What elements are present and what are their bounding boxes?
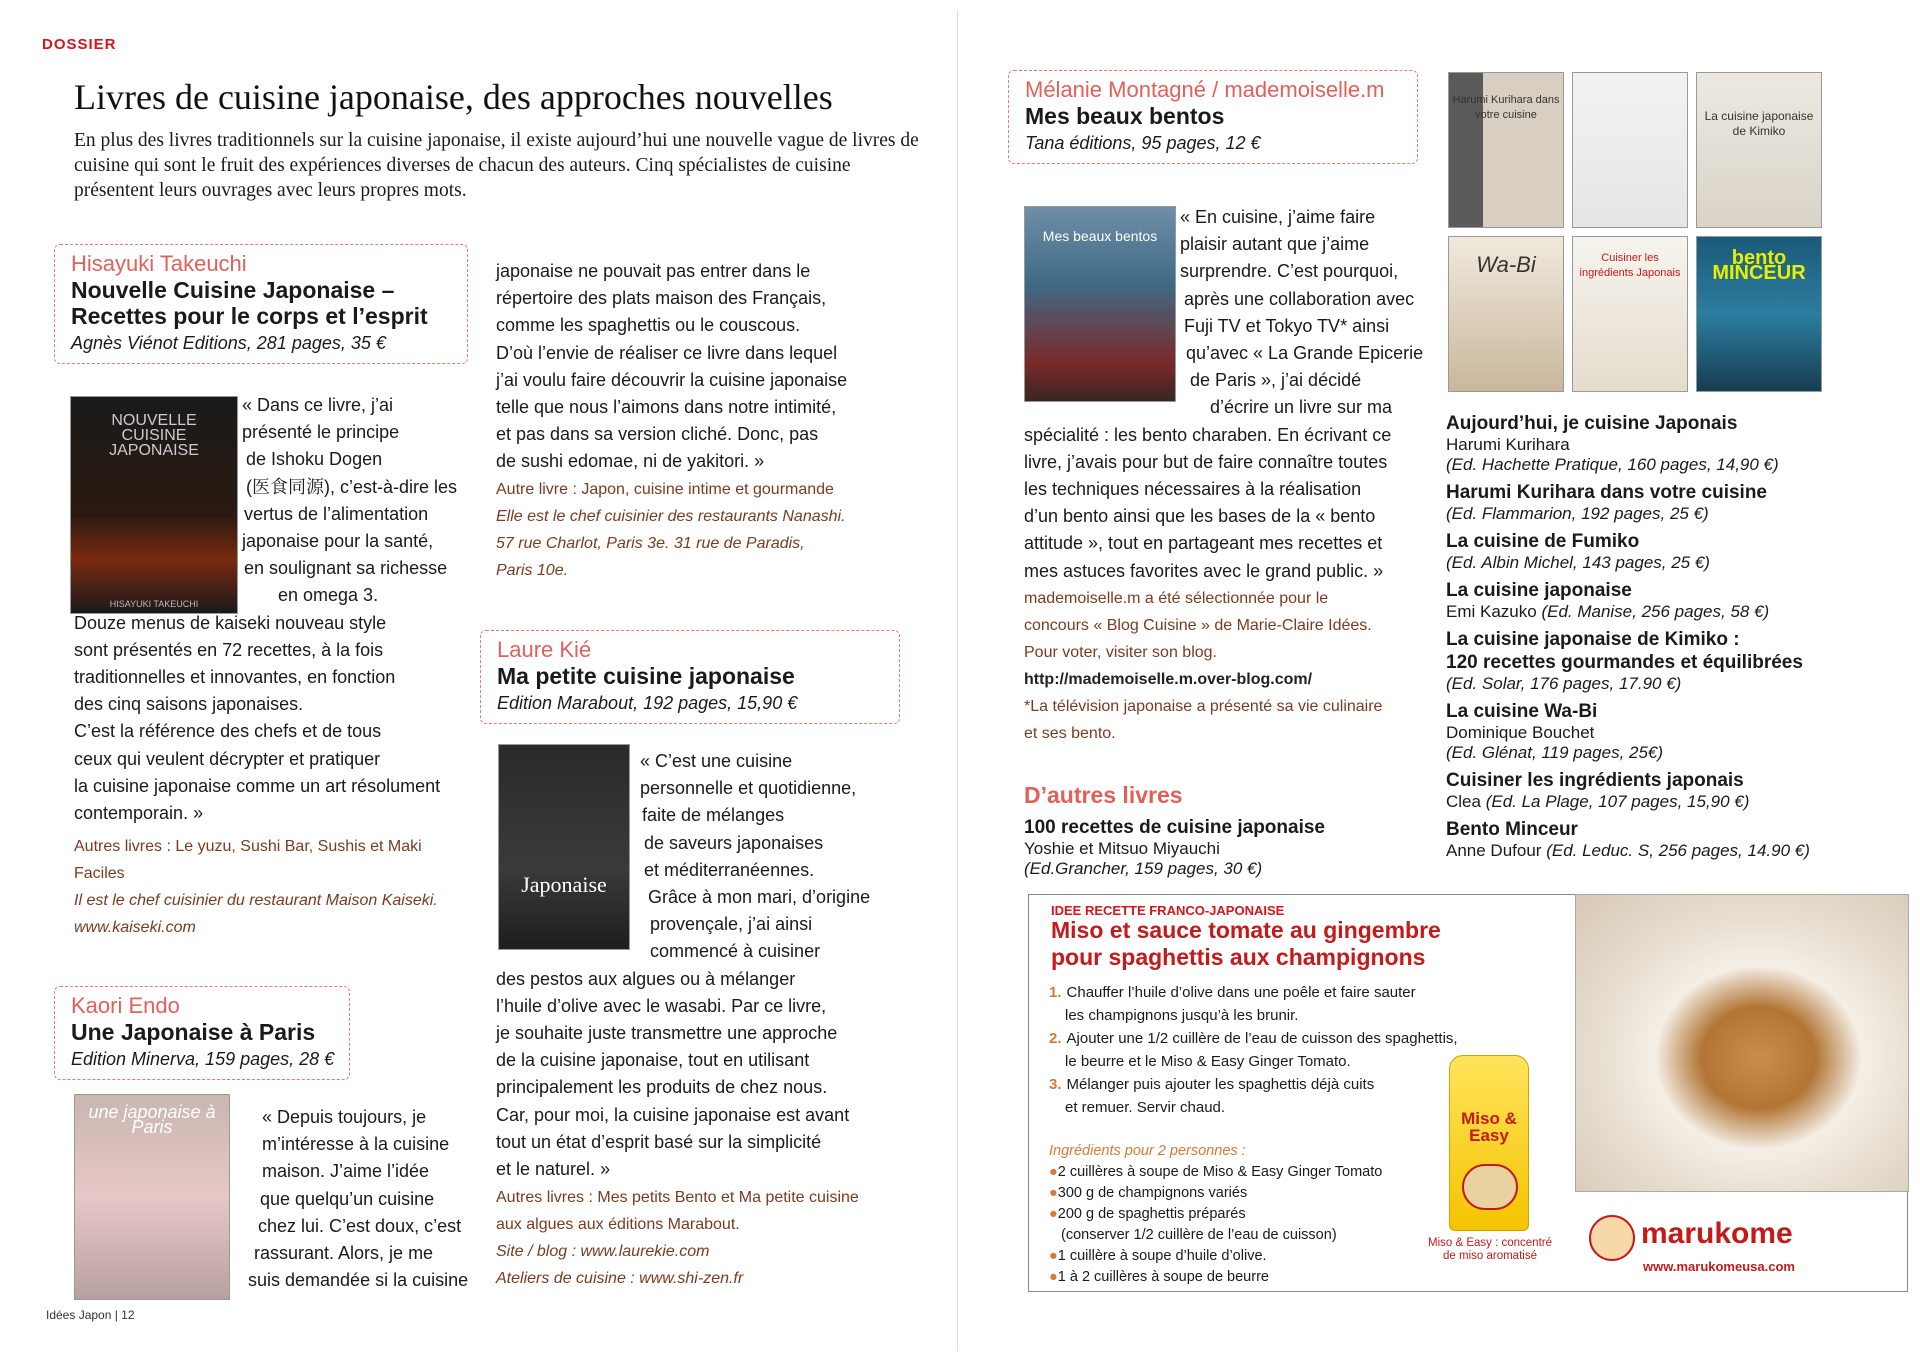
note-line: Autre livre : Japon, cuisine intime et gourmande (496, 481, 834, 498)
text-line: personnelle et quotidienne, (640, 778, 857, 799)
note-line: Faciles (74, 865, 125, 882)
cover-title: Japonaise (521, 872, 607, 897)
cover-title: Cuisiner les ingrédients Japonais (1579, 252, 1681, 279)
book-name: Aujourd’hui, je cuisine Japonais (1446, 413, 1738, 434)
text-line: « C’est une cuisine (640, 751, 793, 771)
text-line: l’huile d’olive avec le wasabi. Par ce livre, (496, 995, 827, 1016)
note-line: *La télévision japonaise a présenté sa vie culinaire (1024, 698, 1383, 715)
book-author: Clea (1446, 792, 1481, 811)
book-edition: (Ed.Grancher, 159 pages, 30 €) (1024, 859, 1263, 878)
page-footer: Idées Japon | 12 (46, 1308, 135, 1322)
book-cover-bento-minceur (1696, 236, 1822, 392)
text-line: Fuji TV et Tokyo TV* ainsi (1184, 315, 1390, 336)
brand-logo: marukome (1641, 1217, 1793, 1250)
note-link[interactable]: www.kaiseki.com (74, 919, 196, 936)
note-line: Il est le chef cuisinier du restaurant Maison Kaiseki. (74, 892, 438, 909)
note-line: Autres livres : Le yuzu, Sushi Bar, Sushis et Maki (74, 838, 422, 855)
text-line: après une collaboration avec (1184, 288, 1415, 309)
text-line: spécialité : les bento charaben. En écrivant ce (1024, 424, 1392, 445)
step-text: et remuer. Servir chaud. (1065, 1099, 1226, 1116)
book-author: Harumi Kurihara (1446, 435, 1570, 454)
book-name: La cuisine Wa-Bi (1446, 701, 1598, 722)
text-line: japonaise ne pouvait pas entrer dans le (496, 261, 811, 281)
text-line: tout un état d’esprit basé sur la simplicité (496, 1131, 822, 1152)
text-line: contemporain. » (74, 803, 204, 824)
note-line: mademoiselle.m a été sélectionnée pour le (1024, 590, 1329, 607)
text-line: Grâce à mon mari, d’origine (648, 887, 871, 908)
product-name: Miso & Easy (1461, 1109, 1517, 1145)
ingredient-text: 2 cuillères à soupe de Miso & Easy Ginger Tomato (1057, 1164, 1383, 1180)
ingredient-text: 1 cuillère à soupe d’huile d’olive. (1057, 1248, 1267, 1264)
text-line: répertoire des plats maison des Français, (496, 288, 827, 309)
text-line: maison. J’aime l’idée (262, 1161, 430, 1182)
text-line: qu’avec « La Grande Epicerie (1186, 343, 1424, 364)
text-line: Douze menus de kaiseki nouveau style (74, 612, 387, 633)
recipe-title-line: Miso et sauce tomate au gingembre (1051, 917, 1441, 943)
text-line: que quelqu’un cuisine (260, 1188, 435, 1209)
caption-line: Miso & Easy : concentré (1428, 1237, 1552, 1249)
recipe-title (1051, 917, 1441, 971)
step-text: Ajouter une 1/2 cuillère de l’eau de cuisson des spaghettis, (1066, 1030, 1458, 1047)
book-title: Une Japonaise à Paris (71, 1019, 316, 1045)
cover-title: Mes beaux bentos (1042, 228, 1158, 244)
text-line: faite de mélanges (642, 805, 785, 826)
text-line: d’écrire un livre sur ma (1210, 397, 1393, 418)
section-label: DOSSIER (42, 36, 117, 53)
ingredients-heading: Ingrédients pour 2 personnes : (1049, 1143, 1246, 1159)
montagne-text (1024, 204, 1444, 585)
step-text: les champignons jusqu’à les brunir. (1065, 1007, 1299, 1024)
recipe-label: IDEE RECETTE FRANCO-JAPONAISE (1051, 903, 1285, 918)
col2-notes (496, 476, 926, 584)
step-number: 1. (1049, 984, 1062, 1001)
note-line: aux algues aux éditions Marabout. (496, 1216, 740, 1233)
text-line: ceux qui veulent décrypter et pratiquer (74, 748, 381, 769)
text-line: je souhaite juste transmettre une approche (496, 1023, 838, 1044)
takeuchi-text (8, 392, 488, 827)
text-line: m’intéresse à la cuisine (262, 1134, 450, 1155)
text-line: C’est la référence des chefs et de tous (74, 721, 382, 742)
brand-url[interactable]: www.marukomeusa.com (1643, 1259, 1795, 1274)
text-line: et pas dans sa version cliché. Donc, pas (496, 424, 819, 445)
ingredient: ●1 cuillère à soupe d’huile d’olive. (1049, 1248, 1267, 1264)
ingredient: ●1 à 2 cuillères à soupe de beurre (1049, 1269, 1269, 1285)
recipe-step (1049, 1027, 1489, 1073)
step-text: Mélanger puis ajouter les spaghettis déjà cuits (1066, 1076, 1375, 1093)
ingredient: ●2 cuillères à soupe de Miso & Easy Ginger Tomato (1049, 1164, 1383, 1180)
text-line: des cinq saisons japonaises. (74, 694, 304, 715)
book-name: La cuisine japonaise (1446, 580, 1632, 601)
ingredient-text: 300 g de champignons variés (1057, 1185, 1248, 1201)
book-title: Recettes pour le corps et l’esprit (71, 303, 428, 329)
text-line: japonaise pour la santé, (242, 531, 434, 552)
note-line: 57 rue Charlot, Paris 3e. 31 rue de Paradis, (496, 535, 805, 552)
product-caption (1425, 1237, 1555, 1263)
step-number: 3. (1049, 1076, 1062, 1093)
book-edition: (Ed. La Plage, 107 pages, 15,90 €) (1485, 792, 1750, 811)
book-header-kie (480, 630, 900, 724)
text-line: rassurant. Alors, je me (254, 1243, 434, 1264)
product-label-art (1462, 1164, 1518, 1210)
author-name: Mélanie Montagné / mademoiselle.m (1025, 77, 1385, 102)
list-item (1446, 412, 1886, 475)
book-edition: (Ed. Albin Michel, 143 pages, 25 €) (1446, 553, 1710, 572)
book-author: Dominique Bouchet (1446, 723, 1595, 742)
text-line: vertus de l’alimentation (244, 503, 429, 524)
step-text: le beurre et le Miso & Easy Ginger Tomato. (1065, 1053, 1351, 1070)
cover-title: Harumi Kurihara dans votre cuisine (1452, 94, 1560, 121)
text-line: en soulignant sa richesse (244, 558, 448, 579)
text-line: principalement les produits de chez nous. (496, 1077, 828, 1098)
book-edition: (Ed. Glénat, 119 pages, 25€) (1446, 743, 1664, 762)
recipe-step (1049, 1073, 1489, 1119)
book-cover-ingredients (1572, 236, 1688, 392)
note-line: Pour voter, visiter son blog. (1024, 644, 1217, 661)
recipe-steps (1049, 981, 1489, 1119)
text-line: sont présentés en 72 recettes, à la fois (74, 639, 384, 660)
book-title: Ma petite cuisine japonaise (497, 663, 795, 689)
book-publisher: Tana éditions, 95 pages, 12 € (1025, 133, 1261, 153)
list-item (1446, 530, 1886, 573)
text-line: les techniques nécessaires à la réalisation (1024, 479, 1362, 500)
text-line: « Depuis toujours, je (262, 1107, 427, 1127)
text-line: Car, pour moi, la cuisine japonaise est avant (496, 1104, 850, 1125)
book-cover-kurihara (1448, 72, 1564, 228)
book-edition: (Ed. Manise, 256 pages, 58 €) (1541, 602, 1770, 621)
book-title: Nouvelle Cuisine Japonaise – (71, 277, 395, 303)
endo-text (248, 1104, 488, 1294)
author-name: Hisayuki Takeuchi (71, 251, 247, 276)
note-line: Elle est le chef cuisinier des restaurants Nanashi. (496, 508, 846, 525)
note-link[interactable]: Site / blog : www.laurekie.com (496, 1243, 710, 1260)
col2-text (496, 258, 926, 476)
blog-link[interactable]: http://mademoiselle.m.over-blog.com/ (1024, 671, 1313, 688)
cover-title: Wa-Bi (1476, 252, 1536, 277)
kie-text (496, 748, 936, 1183)
book-author: Emi Kazuko (1446, 602, 1537, 621)
cover-author: HISAYUKI TAKEUCHI (109, 599, 199, 609)
text-line: de Ishoku Dogen (246, 449, 383, 470)
montagne-notes (1024, 585, 1444, 747)
text-line: commencé à cuisiner (650, 941, 821, 962)
step-number: 2. (1049, 1030, 1062, 1047)
text-line: surprendre. C’est pourquoi, (1180, 261, 1399, 282)
list-item (1446, 628, 1886, 694)
ingredient: ●300 g de champignons variés (1049, 1185, 1248, 1201)
book-name: 120 recettes gourmandes et équilibrées (1446, 652, 1803, 673)
text-line: suis demandée si la cuisine (248, 1270, 469, 1291)
cover-title: NOUVELLE CUISINE JAPONAISE (109, 412, 199, 459)
note-line: Autres livres : Mes petits Bento et Ma petite cuisine (496, 1189, 859, 1206)
text-line: présenté le principe (242, 422, 400, 443)
recipe-step (1049, 981, 1489, 1027)
book-author: Anne Dufour (1446, 841, 1542, 860)
book-name: Harumi Kurihara dans votre cuisine (1446, 482, 1767, 503)
text-line: « Dans ce livre, j’ai (242, 395, 394, 415)
text-line: d’un bento ainsi que les bases de la « bento (1024, 506, 1376, 527)
list-item (1446, 579, 1886, 622)
book-header-endo (54, 986, 350, 1080)
text-line: et le naturel. » (496, 1159, 611, 1180)
text-line: chez lui. C’est doux, c’est (258, 1215, 462, 1236)
text-line: et méditerranéennes. (644, 859, 815, 880)
book-edition: (Ed. Flammarion, 192 pages, 25 €) (1446, 504, 1709, 523)
list-item (1446, 818, 1886, 861)
caption-line: de miso aromatisé (1443, 1250, 1537, 1262)
book-edition: (Ed. Hachette Pratique, 160 pages, 14,90 €) (1446, 455, 1779, 474)
product-bottle (1449, 1055, 1529, 1231)
text-line: livre, j’avais pour but de faire connaître toutes (1024, 451, 1388, 472)
book-list (1446, 412, 1886, 861)
book-name: 100 recettes de cuisine japonaise (1024, 817, 1325, 838)
book-edition: (Ed. Leduc. S, 256 pages, 14.90 €) (1546, 841, 1810, 860)
book-cover-kimiko (1696, 72, 1822, 228)
text-line: en omega 3. (278, 585, 379, 606)
right-page (958, 10, 1908, 1351)
book-header-montagne (1008, 70, 1418, 164)
list-item (1446, 769, 1886, 812)
book-cover-fumiko (1572, 72, 1688, 228)
text-line: des pestos aux algues ou à mélanger (496, 968, 796, 989)
cover-title: une japonaise à Paris (88, 1102, 216, 1137)
ingredient-text: 1 à 2 cuillères à soupe de beurre (1057, 1269, 1269, 1285)
ingredient-text: 200 g de spaghettis préparés (1057, 1206, 1246, 1222)
book-publisher: Edition Minerva, 159 pages, 28 € (71, 1049, 335, 1069)
note-line: Paris 10e. (496, 562, 569, 579)
text-line: de sushi edomae, ni de yakitori. » (496, 451, 765, 472)
ingredient: ●200 g de spaghettis préparés (1049, 1206, 1246, 1222)
text-line: de Paris », j’ai décidé (1190, 370, 1362, 391)
text-line: provençale, j’ai ainsi (650, 914, 813, 935)
book-title: Mes beaux bentos (1025, 103, 1225, 129)
book-name: Cuisiner les ingrédients japonais (1446, 770, 1744, 791)
recipe-title-line: pour spaghettis aux champignons (1051, 944, 1426, 970)
text-line: telle que nous l’aimons dans notre intimité, (496, 397, 837, 418)
takeuchi-notes (74, 833, 484, 941)
step-text: Chauffer l’huile d’olive dans une poêle et faire sauter (1066, 984, 1416, 1001)
book-publisher: Agnès Viénot Editions, 281 pages, 35 € (71, 333, 386, 353)
book-publisher: Edition Marabout, 192 pages, 15,90 € (497, 693, 798, 713)
note-line: et ses bento. (1024, 725, 1116, 742)
text-line: D’où l’envie de réaliser ce livre dans lequel (496, 342, 838, 363)
book-name: La cuisine de Fumiko (1446, 531, 1640, 552)
cover-title: La cuisine japonaise de Kimiko (1704, 109, 1814, 138)
other-book (1024, 816, 1424, 879)
left-page (8, 10, 958, 1351)
author-name: Kaori Endo (71, 993, 180, 1018)
note-line: concours « Blog Cuisine » de Marie-Claire Idées. (1024, 617, 1372, 634)
list-item (1446, 481, 1886, 524)
book-header-takeuchi (54, 244, 468, 364)
dish-photo (1575, 894, 1909, 1192)
text-line: j’ai voulu faire découvrir la cuisine japonaise (496, 369, 848, 390)
text-line: (医食同源), c’est-à-dire les (246, 476, 458, 497)
note-link[interactable]: Ateliers de cuisine : www.shi-zen.fr (496, 1270, 744, 1287)
text-line: de saveurs japonaises (644, 832, 824, 853)
recipe-box (1028, 894, 1908, 1292)
mascot-icon (1589, 1215, 1635, 1261)
book-name: Bento Minceur (1446, 819, 1578, 840)
book-name: La cuisine japonaise de Kimiko : (1446, 629, 1740, 650)
book-author: Yoshie et Mitsuo Miyauchi (1024, 839, 1220, 858)
book-cover-endo (74, 1094, 230, 1300)
book-edition: (Ed. Solar, 176 pages, 17.90 €) (1446, 674, 1682, 693)
author-name: Laure Kié (497, 637, 592, 662)
cover-title: bento MINCEUR (1712, 247, 1806, 284)
text-line: traditionnelles et innovantes, en fonction (74, 667, 396, 688)
list-item (1446, 700, 1886, 763)
kie-notes (496, 1184, 936, 1292)
intro-text: En plus des livres traditionnels sur la cuisine japonaise, il existe aujourd’hui une nouvelle vague de livres de cuisine qui sont le fruit des expériences diverses de chacun des auteurs. Cinq spécialistes de cuisine présentent leurs ouvrages avec leurs propres mots. (74, 130, 919, 201)
page-title: Livres de cuisine japonaise, des approches nouvelles (74, 77, 833, 117)
book-cover-wabi (1448, 236, 1564, 392)
text-line: de la cuisine japonaise, tout en utilisant (496, 1050, 810, 1071)
text-line: comme les spaghettis ou le couscous. (496, 315, 801, 336)
text-line: « En cuisine, j’aime faire (1180, 207, 1376, 227)
text-line: plaisir autant que j’aime (1180, 234, 1370, 255)
text-line: attitude », tout en partageant mes recettes et (1024, 533, 1383, 554)
text-line: la cuisine japonaise comme un art résolument (74, 775, 441, 796)
text-line: mes astuces favorites avec le grand public. » (1024, 560, 1384, 581)
ingredient: (conserver 1/2 cuillère de l’eau de cuisson) (1061, 1227, 1337, 1243)
other-books-heading: D’autres livres (1024, 782, 1183, 808)
recipe-ingredients (1049, 1141, 1449, 1288)
